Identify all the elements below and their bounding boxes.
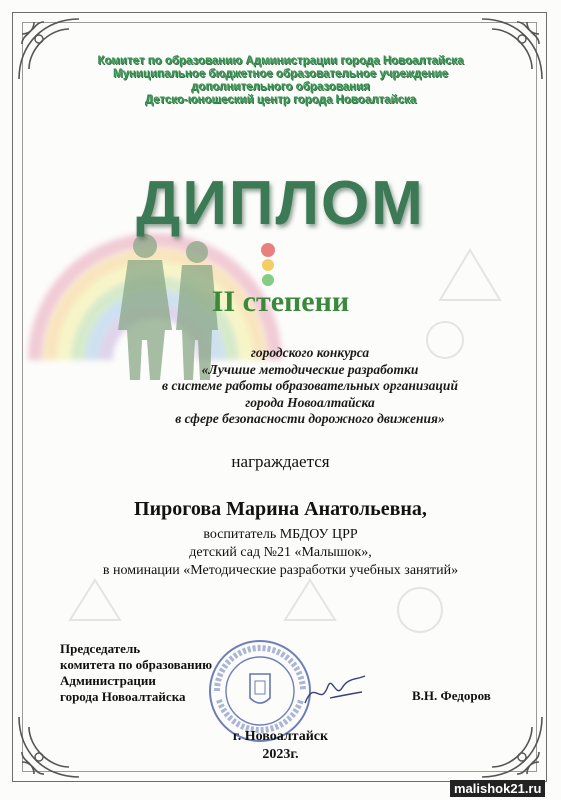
contest-line: города Новоалтайска — [245, 394, 375, 410]
issue-year: 2023г. — [262, 747, 299, 762]
contest-line: городского конкурса — [250, 345, 370, 360]
handwritten-signature — [300, 668, 370, 718]
contest-line: в системе работы образовательных организаций — [162, 378, 458, 393]
recipient-name: Пирогова Марина Анатольевна, — [134, 498, 427, 520]
contest-line: в сфере безопасности дорожного движения» — [175, 411, 445, 426]
recipient-detail-line: воспитатель МБДОУ ЦРР — [203, 527, 358, 542]
diploma-title: ДИПЛОМ — [136, 169, 425, 238]
issuer-line: Комитет по образованию Администрации города Новоалтайска — [97, 55, 464, 67]
issuer-line: дополнительного образования — [191, 81, 370, 93]
recipient-details — [0, 526, 561, 580]
signatory-title-line: Председатель — [60, 641, 141, 656]
recipient-detail-line: детский сад №21 «Малышок», — [189, 545, 372, 560]
contest-line: «Лучшие методические разработки — [201, 361, 419, 377]
issuer-line: Муниципальное бюджетное образовательное учреждение — [113, 68, 448, 80]
signatory-title-line: Администрации — [60, 673, 156, 688]
award-degree: II степени — [211, 285, 350, 318]
contest-description — [90, 345, 530, 428]
signatory-name: В.Н. Федоров — [412, 688, 491, 703]
issuer-header — [40, 55, 521, 107]
issue-place-date — [0, 728, 561, 764]
awarded-label: награждается — [231, 452, 330, 471]
signatory-title-line: комитета по образованию — [60, 657, 213, 672]
site-watermark: malishok21.ru — [450, 780, 545, 797]
recipient-detail-line: в номинации «Методические разработки учебных занятий» — [102, 563, 459, 578]
issuer-line: Детско-юношеский центр города Новоалтайска — [144, 94, 417, 106]
issue-city: г. Новоалтайск — [232, 729, 329, 744]
signatory-title-line: города Новоалтайска — [60, 689, 186, 704]
